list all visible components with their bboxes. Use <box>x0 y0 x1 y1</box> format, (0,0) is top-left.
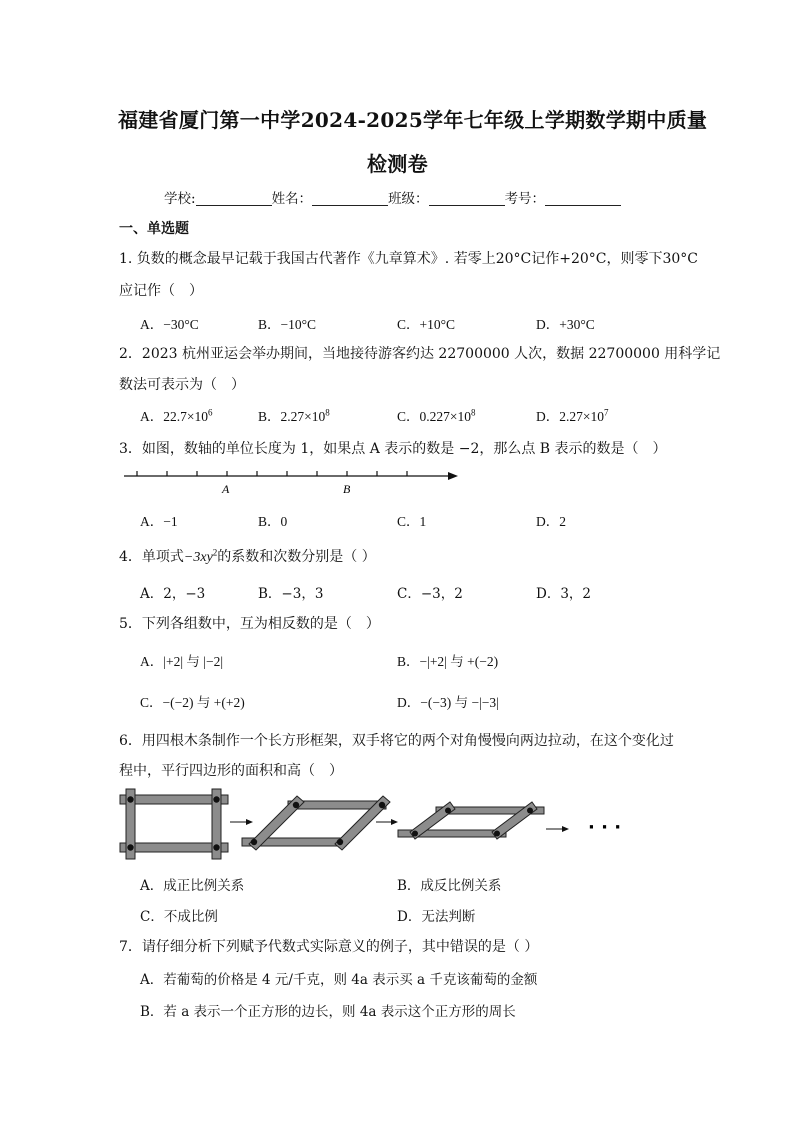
q1-option-b[interactable]: B．−10°C <box>258 317 317 332</box>
q1-stem-cont: 应记作（ ） <box>119 283 203 299</box>
page-title-line2: 检测卷 <box>367 152 428 176</box>
q1-stem: 1. 负数的概念最早记载于我国古代著作《九章算术》. 若零上20°C记作+20°C，则零下30°C <box>119 251 699 267</box>
q5-option-a[interactable]: A．|+2| 与 |−2| <box>140 654 224 669</box>
number-label: 考号： <box>504 191 546 207</box>
arrow-3 <box>546 826 569 832</box>
name-label: 姓名： <box>271 191 313 207</box>
q7-option-a[interactable]: A．若葡萄的价格是 4 元/千克，则 4a 表示买 a 千克该葡萄的金额 <box>140 972 538 988</box>
q4-stem: 4．单项式$-3xy^2$的系数和次数分别是（ ） <box>119 547 376 565</box>
q5-option-c[interactable]: C．−(−2) 与 +(+2) <box>140 695 245 710</box>
q3-option-c[interactable]: C．1 <box>397 514 427 529</box>
q6-option-b[interactable]: B．成反比例关系 <box>397 878 502 894</box>
q7-option-b[interactable]: B．若 a 表示一个正方形的边长，则 4a 表示这个正方形的周长 <box>140 1004 516 1020</box>
frame-deformation-figure <box>118 786 628 862</box>
q4-option-b[interactable]: B．−3，3 <box>258 586 324 602</box>
q6-option-c[interactable]: C．不成比例 <box>140 909 218 925</box>
class-label: 班级： <box>388 191 429 207</box>
point-a-label: A <box>222 482 230 496</box>
q5-stem: 5．下列各组数中，互为相反数的是（ ） <box>119 616 380 632</box>
q2-stem: 2．2023 杭州亚运会举办期间，当地接待游客约达 22700000 人次，数据 22700000 用科学记 <box>119 346 721 362</box>
point-b-label: B <box>343 482 351 496</box>
class-blank[interactable] <box>429 191 505 206</box>
q2-option-b[interactable]: B．$2.27\times 10^8$ <box>258 407 330 424</box>
student-info-line <box>164 187 621 207</box>
q6-stem: 6．用四根木条制作一个长方形框架，双手将它的两个对角慢慢向两边拉动，在这个变化过 <box>119 733 674 749</box>
name-blank[interactable] <box>312 191 388 206</box>
q2-option-c[interactable]: C．$0.227\times 10^8$ <box>397 407 476 424</box>
q5-option-b[interactable]: B．−|+2| 与 +(−2) <box>397 654 499 669</box>
page-title: 福建省厦门第一中学2024-2025学年七年级上学期数学期中质量 <box>118 108 708 132</box>
q7-stem: 7．请仔细分析下列赋予代数式实际意义的例子，其中错误的是（ ） <box>119 939 539 955</box>
number-line-ticks <box>137 471 407 476</box>
q4-option-a[interactable]: A．2，−3 <box>140 586 206 602</box>
q6-option-d[interactable]: D．无法判断 <box>397 909 476 925</box>
q6-stem-cont: 程中，平行四边形的面积和高（ ） <box>119 763 343 779</box>
q2-stem-cont: 数法可表示为（ ） <box>119 377 245 393</box>
parallelogram-frame-1 <box>242 796 390 850</box>
arrow-2 <box>376 819 398 825</box>
section-heading: 一、单选题 <box>119 221 189 237</box>
school-label: 学校: <box>164 191 196 207</box>
q3-stem: 3．如图，数轴的单位长度为 1，如果点 A 表示的数是 −2，那么点 B 表示的数是（ ） <box>119 441 667 457</box>
q6-option-a[interactable]: A．成正比例关系 <box>140 878 245 894</box>
rectangle-frame <box>120 789 228 859</box>
q4-monomial: −3xy <box>183 550 213 565</box>
number-line-figure <box>118 466 468 500</box>
q3-option-a[interactable]: A．−1 <box>140 514 178 529</box>
ellipsis: · · · <box>588 817 622 838</box>
q3-option-d[interactable]: D．2 <box>536 514 566 529</box>
q1-option-a[interactable]: A．−30°C <box>140 317 199 332</box>
q1-option-c[interactable]: C．+10°C <box>397 317 456 332</box>
q5-option-d[interactable]: D．−(−3) 与 −|−3| <box>397 695 499 710</box>
q1-option-d[interactable]: D．+30°C <box>536 317 595 332</box>
q4-option-d[interactable]: D．3，2 <box>536 586 592 602</box>
q3-option-b[interactable]: B．0 <box>258 514 288 529</box>
school-blank[interactable] <box>196 191 272 206</box>
number-blank[interactable] <box>545 191 621 206</box>
q2-option-d[interactable]: D．$2.27\times 10^7$ <box>536 407 609 424</box>
q2-option-a[interactable]: A．$22.7\times 10^6$ <box>140 407 213 424</box>
parallelogram-frame-2 <box>398 802 544 839</box>
q4-option-c[interactable]: C．−3，2 <box>397 586 463 602</box>
number-line-arrow <box>448 472 458 480</box>
arrow-1 <box>230 819 253 825</box>
